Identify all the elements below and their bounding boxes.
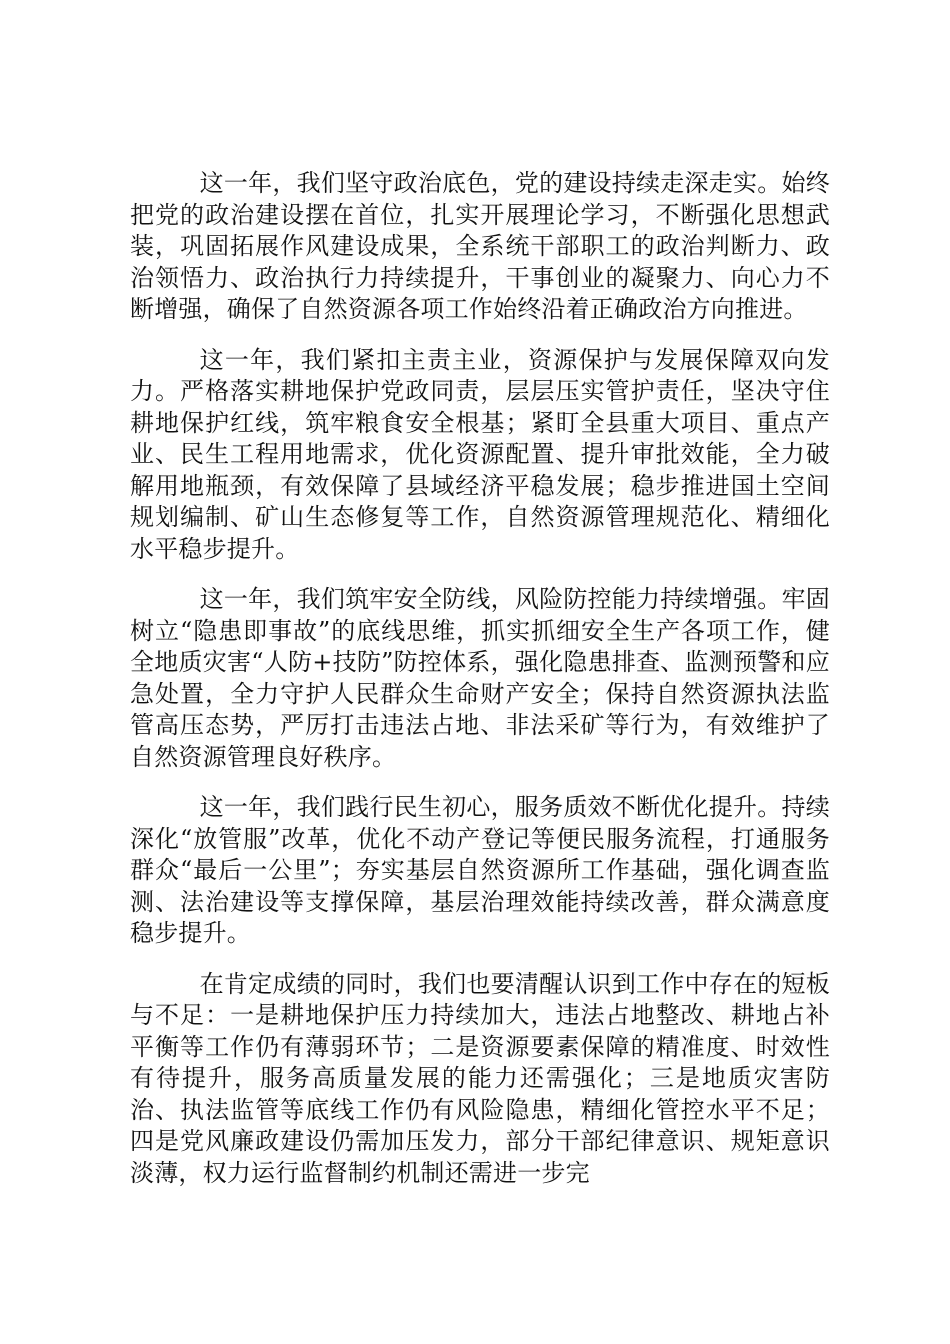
paragraph-shortcomings: 在肯定成绩的同时，我们也要清醒认识到工作中存在的短板与不足：一是耕地保护压力持续加大，违法占地整改、耕地占补平衡等工作仍有薄弱环节；二是资源要素保障的精准度、时效性有待提升，服务高质量发展的能力还需强化；三是地质灾害防治、执法监管等底线工作仍有风险隐患，精细化管控水平不足；四是党风廉政建设仍需加压发力，部分干部纪律意识、规矩意识淡薄，权力运行监督制约机制还需进一步完 — [130, 969, 830, 1187]
paragraph-resource-protection: 这一年，我们紧扣主责主业，资源保护与发展保障双向发力。严格落实耕地保护党政同责，层层压实管护责任，坚决守住耕地保护红线，筑牢粮食安全根基；紧盯全县重大项目、重点产业、民生工程用地需求，优化资源配置、提升审批效能，全力破解用地瓶颈，有效保障了县域经济平稳发展；稳步推进国土空间规划编制、矿山生态修复等工作，自然资源管理规范化、精细化水平稳步提升。 — [130, 345, 830, 563]
paragraph-public-service: 这一年，我们践行民生初心，服务质效不断优化提升。持续深化“放管服”改革，优化不动产登记等便民服务流程，打通服务群众“最后一公里”；夯实基层自然资源所工作基础，强化调查监测、法治建设等支撑保障，基层治理效能持续改善，群众满意度稳步提升。 — [130, 793, 830, 947]
document-body — [130, 168, 830, 1208]
paragraph-safety: 这一年，我们筑牢安全防线，风险防控能力持续增强。牢固树立“隐患即事故”的底线思维，抓实抓细安全生产各项工作，健全地质灾害“人防+技防”防控体系，强化隐患排查、监测预警和应急处置，全力守护人民群众生命财产安全；保持自然资源执法监管高压态势，严厉打击违法占地、非法采矿等行为，有效维护了自然资源管理良好秩序。 — [130, 585, 830, 771]
paragraph-party-building: 这一年，我们坚守政治底色，党的建设持续走深走实。始终把党的政治建设摆在首位，扎实开展理论学习，不断强化思想武装，巩固拓展作风建设成果，全系统干部职工的政治判断力、政治领悟力、政治执行力持续提升，干事创业的凝聚力、向心力不断增强，确保了自然资源各项工作始终沿着正确政治方向推进。 — [130, 169, 830, 323]
